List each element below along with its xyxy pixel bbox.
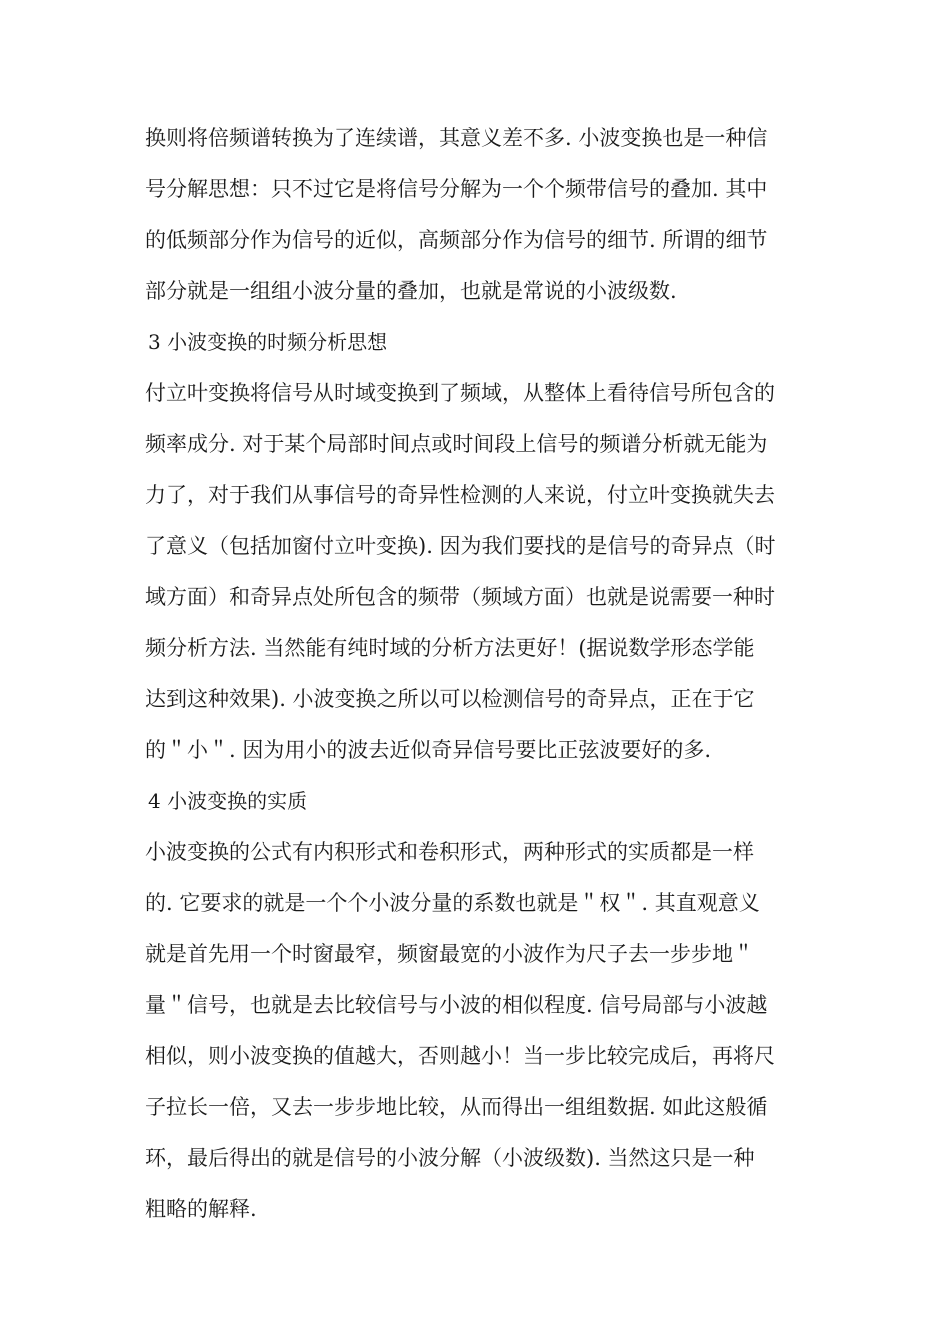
paragraph-line: 的. 它要求的就是一个个小波分量的系数也就是＂权＂. 其直观意义 <box>145 891 760 915</box>
paragraph-line: 部分就是一组组小波分量的叠加，也就是常说的小波级数. <box>145 279 677 303</box>
paragraph-line: 频率成分. 对于某个局部时间点或时间段上信号的频谱分析就无能为 <box>145 432 768 456</box>
paragraph-line: 环，最后得出的就是信号的小波分解（小波级数). 当然这只是一种 <box>145 1146 755 1170</box>
paragraph-line: 达到这种效果). 小波变换之所以可以检测信号的奇异点，正在于它 <box>145 687 755 711</box>
paragraph-line: 的低频部分作为信号的近似，高频部分作为信号的细节. 所谓的细节 <box>145 228 768 252</box>
paragraph-line: 换则将倍频谱转换为了连续谱，其意义差不多. 小波变换也是一种信 <box>145 126 768 150</box>
paragraph-line: 子拉长一倍，又去一步步地比较，从而得出一组组数据. 如此这般循 <box>145 1095 768 1119</box>
paragraph-line: 频分析方法. 当然能有纯时域的分析方法更好！(据说数学形态学能 <box>145 636 755 660</box>
paragraph-line: 力了，对于我们从事信号的奇异性检测的人来说，付立叶变换就失去 <box>145 483 775 507</box>
paragraph-line: 就是首先用一个时窗最窄，频窗最宽的小波作为尺子去一步步地＂ <box>145 942 754 966</box>
paragraph-line: 小波变换的公式有内积形式和卷积形式，两种形式的实质都是一样 <box>145 840 754 864</box>
paragraph-line: 粗略的解释. <box>145 1197 257 1221</box>
paragraph-line: 了意义（包括加窗付立叶变换). 因为我们要找的是信号的奇异点（时 <box>145 534 776 558</box>
paragraph-line: 号分解思想：只不过它是将信号分解为一个个频带信号的叠加. 其中 <box>145 177 768 201</box>
document-body <box>145 113 815 1235</box>
section-heading: 4 小波变换的实质 <box>148 789 308 813</box>
paragraph-line: 域方面）和奇异点处所包含的频带（频域方面）也就是说需要一种时 <box>145 585 775 609</box>
section-heading: 3 小波变换的时频分析思想 <box>148 330 388 354</box>
paragraph-line: 相似，则小波变换的值越大，否则越小！当一步比较完成后，再将尺 <box>145 1044 775 1068</box>
paragraph-line: 的＂小＂. 因为用小的波去近似奇异信号要比正弦波要好的多. <box>145 738 712 762</box>
paragraph-line: 付立叶变换将信号从时域变换到了频域，从整体上看待信号所包含的 <box>145 381 775 405</box>
paragraph-line: 量＂信号，也就是去比较信号与小波的相似程度. 信号局部与小波越 <box>145 993 768 1017</box>
